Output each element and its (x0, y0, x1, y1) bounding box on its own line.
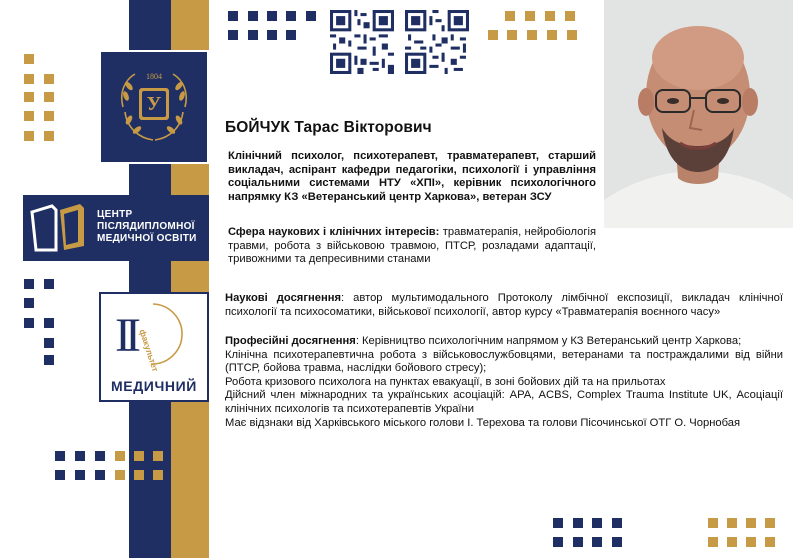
scientific-text: : автор мультимодального Протоколу лімбічної експозиції, викладач клінічної психології та психосоматики, військової психології, автор курсу «Травматерапія воєнного часу» (225, 292, 784, 318)
faculty-numeral: II (115, 309, 135, 362)
interests-section (228, 226, 596, 267)
scientific-label: Наукові досягнення (225, 292, 342, 304)
professional-section (225, 335, 783, 430)
center-line-2: ПІСЛЯДИПЛОМНОЇ (97, 221, 195, 232)
professional-line-1: Професійні досягнення: Керівництво психологічним напрямом у КЗ Ветеранський центр Харкова; (225, 335, 742, 347)
professional-line-5: Має відзнаки від Харківського міського голови І. Терехова та голови Пісочинської ОТГ О. Чорнобая (225, 416, 741, 429)
professional-line-3: Робота кризового психолога на пунктах евакуації, в зоні бойових дій та на прильотах (225, 375, 666, 388)
qr-code-left[interactable] (330, 10, 394, 74)
professional-line-4: Дійсний член міжнародних та українських асоціацій: APA, ACBS, Complex Trauma Institute UK, Асоціації клінічних психологів та психотерапевтів України (225, 389, 783, 415)
center-line-1: ЦЕНТР (97, 209, 133, 220)
center-line-3: МЕДИЧНОЇ ОСВІТИ (97, 233, 197, 244)
faculty-name: МЕДИЧНИЙ (111, 378, 197, 394)
university-logo (99, 50, 209, 164)
faculty-arc-label: факультет (137, 328, 161, 373)
interests-text: травматерапія, нейробіологія травми, робота з військовою травмою, ПТСР, розладами адаптації, тривожними та депресивними станами (228, 226, 596, 266)
person-name: БОЙЧУК Тарас Вікторович (225, 119, 432, 136)
person-positions: Клінічний психолог, психотерапевт, травматерапевт, старший викладач, аспірант кафедри педагогіки, психології і управління соціальними системами НТУ «ХПІ», керівник психологічного напрямку КЗ «Ветеранський центр Харкова», ветеран ЗСУ (228, 150, 596, 203)
university-letter: У (146, 93, 162, 115)
profile-photo (604, 0, 793, 228)
university-year: 1804 (146, 72, 162, 81)
interests-label: Сфера наукових і клінічних інтересів: (228, 226, 440, 238)
professional-label: Професійні досягнення (225, 335, 356, 347)
qr-code-right[interactable] (405, 10, 469, 74)
medical-faculty-logo (99, 292, 209, 402)
scientific-section (225, 292, 783, 319)
postgraduate-center-logo (23, 195, 209, 261)
professional-line-2: Клінічна психотерапевтична робота з військовослужбовцями, ветеранами та постраждалими від війни (ПТСР, бойова травма, наслідки бойового стресу); (225, 348, 783, 375)
